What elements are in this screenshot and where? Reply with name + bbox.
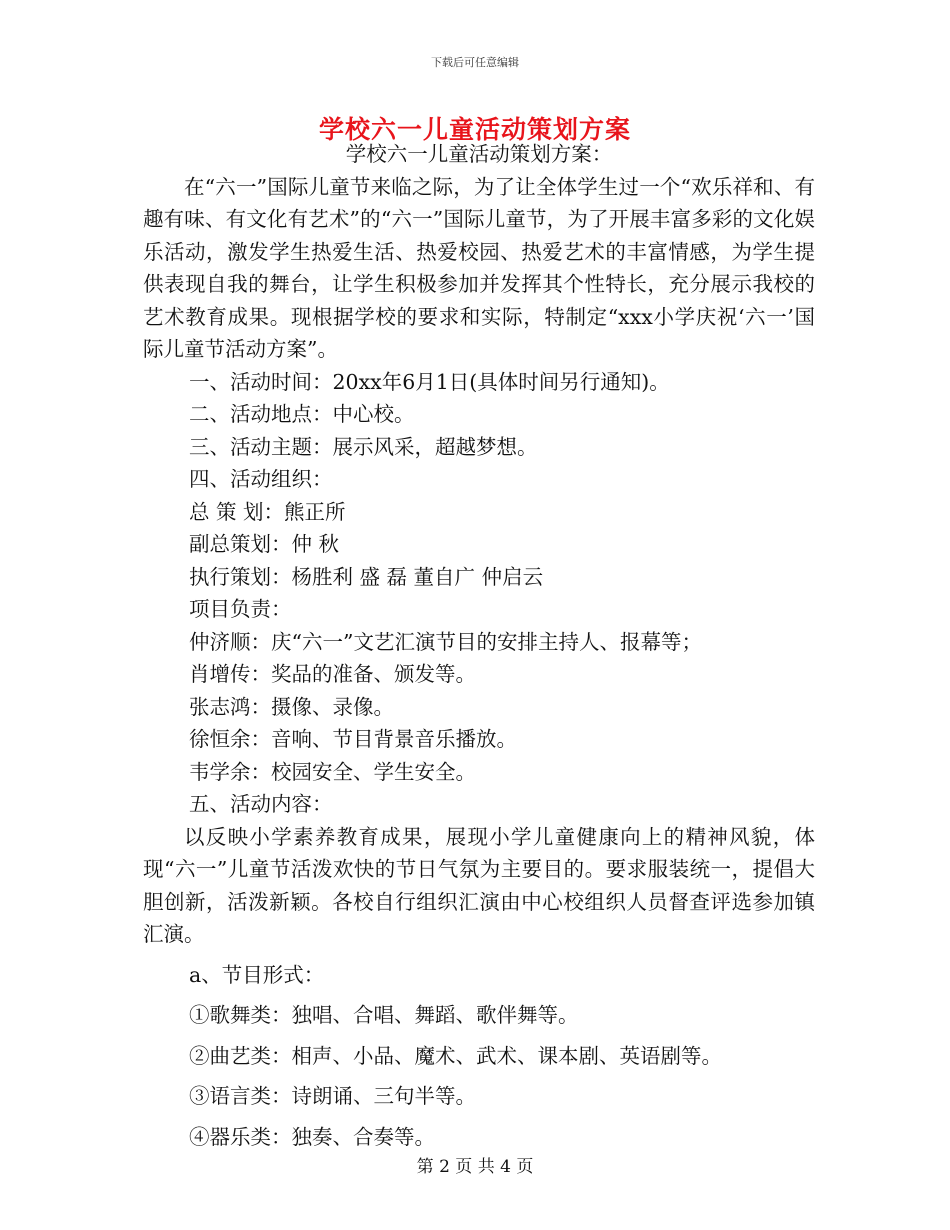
item-lead-zhang: 张志鸿：摄像、录像。	[189, 694, 394, 719]
item-lead-xiao: 肖增传：奖品的准备、颁发等。	[189, 662, 476, 686]
document-title: 学校六一儿童活动策划方案	[318, 115, 631, 144]
form-item-language: ③语言类：诗朗诵、三句半等。	[189, 1084, 476, 1108]
content-paragraph: 以反映小学素养教育成果，展现小学儿童健康向上的精神风貌，体现“六一”儿童节活泼欢快的节日气氛为主要目的。要求服装统一，提倡大胆创新，活泼新颖。各校自行组织汇演由中心校组织人员督查评选参加镇汇演。	[143, 824, 815, 946]
form-item-folk-arts: ②曲艺类：相声、小品、魔术、武术、课本剧、英语剧等。	[189, 1043, 722, 1068]
forms-heading: a、节目形式：	[189, 962, 325, 987]
item-lead-wei: 韦学余：校园安全、学生安全。	[189, 759, 476, 784]
form-item-song-dance: ①歌舞类：独唱、合唱、舞蹈、歌伴舞等。	[189, 1003, 579, 1027]
item-deputy-planner: 副总策划：仲 秋	[189, 532, 340, 556]
item-chief-planner: 总 策 划：熊正所	[189, 499, 346, 524]
item-activity-content: 五、活动内容：	[189, 792, 333, 816]
item-executive-planners: 执行策划：杨胜利 盛 磊 董自广 仲启云	[189, 564, 544, 589]
item-activity-time: 一、活动时间：20xx年6月1日(具体时间另行通知)。	[189, 369, 670, 394]
item-lead-zhong: 仲济顺：庆“六一”文艺汇演节目的安排主持人、报幕等；	[189, 629, 702, 654]
document-body	[143, 138, 815, 1153]
document-subtitle: 学校六一儿童活动策划方案：	[345, 142, 613, 166]
item-lead-xu: 徐恒余：音响、节目背景音乐播放。	[189, 727, 517, 751]
intro-paragraph: 在“六一”国际儿童节来临之际，为了让全体学生过一个“欢乐祥和、有趣有味、有文化有艺术”的“六一”国际儿童节，为了开展丰富多彩的文化娱乐活动，激发学生热爱生活、热爱校园、热爱艺术的丰富情感，为学生提供表现自我的舞台，让学生积极参加并发挥其个性特长，充分展示我校的艺术教育成果。现根据学校的要求和实际，特制定“xxx小学庆祝‘六一’国际儿童节活动方案”。	[143, 174, 815, 361]
item-activity-organization: 四、活动组织：	[189, 467, 333, 491]
item-project-leads: 项目负责：	[189, 597, 292, 621]
item-activity-location: 二、活动地点：中心校。	[189, 402, 415, 426]
page-number: 第 2 页 共 4 页	[416, 1157, 534, 1177]
form-item-instrumental: ④器乐类：独奏、合奏等。	[189, 1124, 435, 1149]
item-activity-theme: 三、活动主题：展示风采，超越梦想。	[189, 434, 538, 459]
header-note: 下载后可任意编辑	[431, 56, 519, 69]
